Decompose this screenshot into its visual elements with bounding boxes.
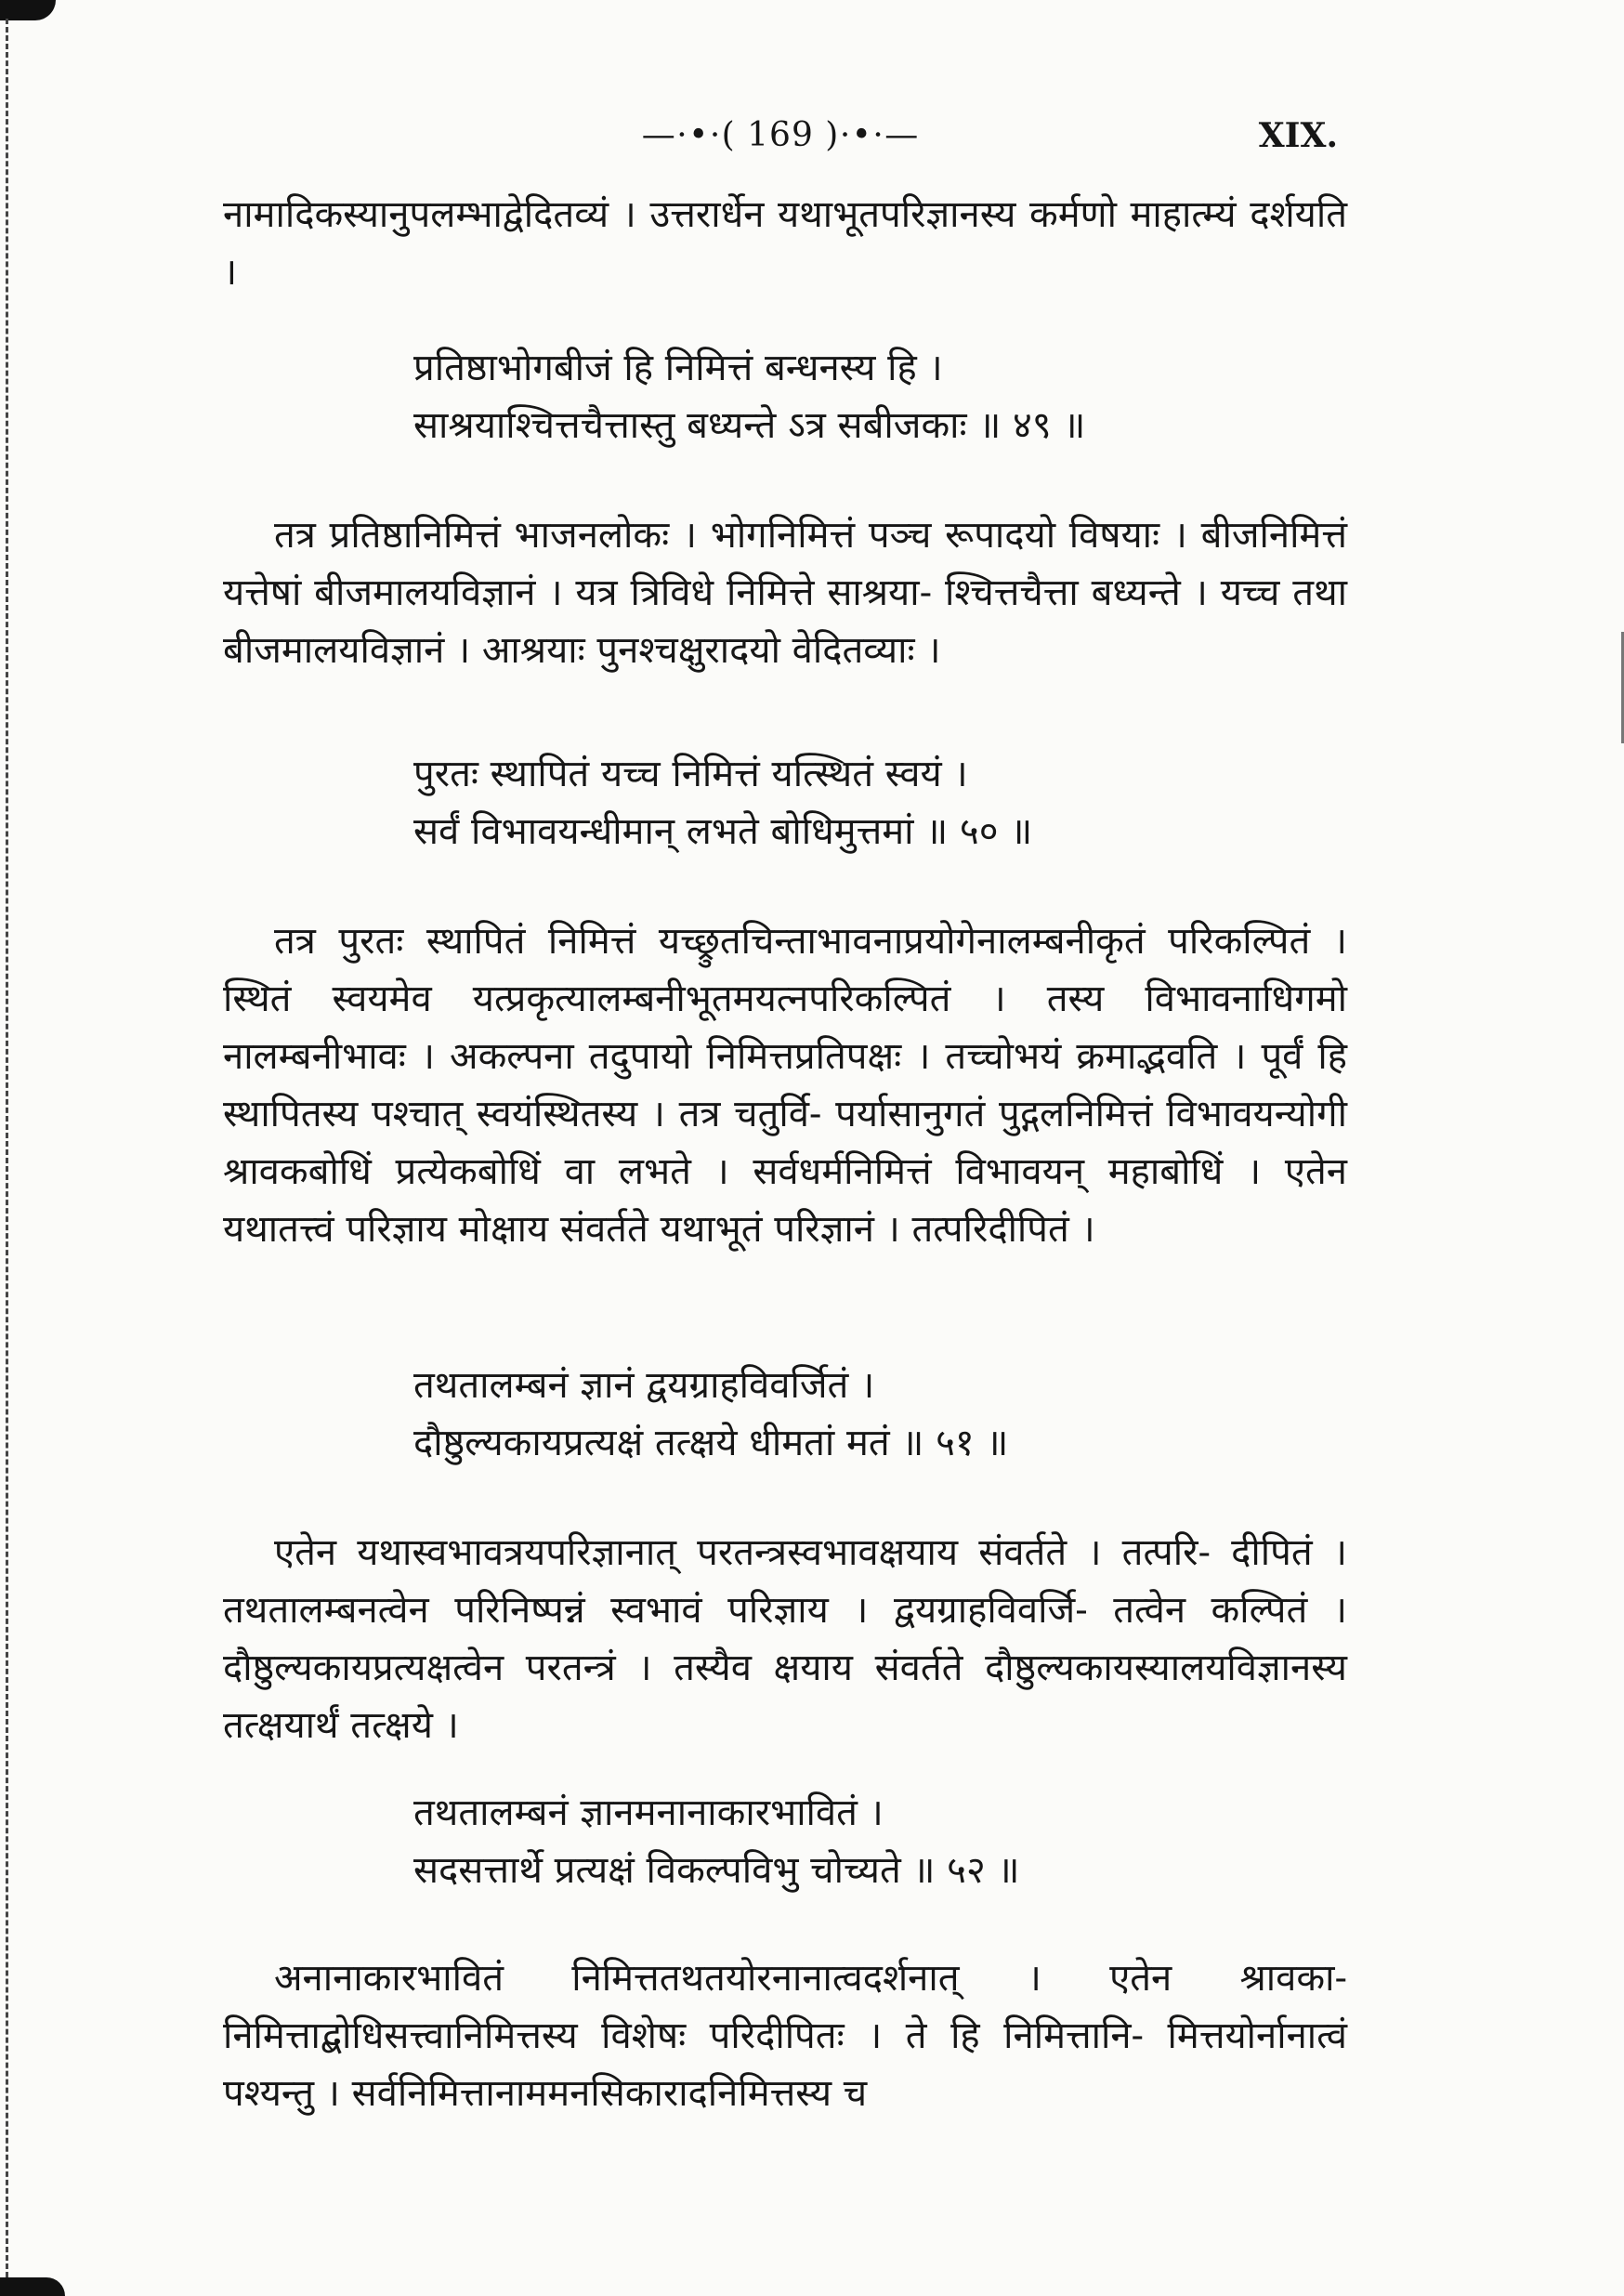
paragraph-text: एतेन यथास्वभावत्रयपरिज्ञानात् परतन्त्रस्वभावक्षयाय संवर्तते । तत्परि- दीपितं । तथतालम्बनत्वेन परिनिष्पन्नं स्वभावं परिज्ञाय । द्वयग्राहविवर्जि- तत्वेन कल्पितं । दौष्ठुल्यकायप्रत्यक्षत्वेन परतन्त्रं । तस्यैव क्षयाय संवर्तते दौष्ठुल्यकायस्यालयविज्ञानस्य तत्क्षयार्थं तत्क्षये । <box>223 1531 1347 1747</box>
verse-line: प्रतिष्ठाभोगबीजं हि निमित्तं बन्धनस्य हि । <box>413 347 943 389</box>
verse-line: तथतालम्बनं ज्ञानं द्वयग्राहविवर्जितं । <box>413 1364 875 1407</box>
page-header <box>223 116 1338 163</box>
verse-line: सर्वं विभावयन्धीमान् लभते बोधिमुत्तमां ॥ ५० ॥ <box>413 810 1033 853</box>
paragraph-commentary-49 <box>223 506 1347 679</box>
paragraph-commentary-51 <box>223 1524 1347 1754</box>
verse-line: पुरतः स्थापितं यच्च निमित्तं यत्स्थितं स्वयं । <box>413 753 968 795</box>
binding-edge-marks <box>6 19 18 2277</box>
section-number: XIX. <box>1258 116 1338 155</box>
paragraph-commentary-52 <box>223 1949 1347 2122</box>
paragraph-text: नामादिकस्यानुपलम्भाद्वेदितव्यं । उत्तरार्धेन यथाभूतपरिज्ञानस्य कर्मणो माहात्म्यं दर्शयति । <box>223 193 1347 294</box>
paragraph-text: अनानाकारभावितं निमित्ततथतयोरनानात्वदर्शनात् । एतेन श्रावका- निमित्ताद्बोधिसत्त्वानिमित्तस्य विशेषः परिदीपितः । ते हि निमित्तानि- मित्तयोर्नानात्वं पश्यन्तु । सर्वनिमित्तानाममनसिकारादनिमित्तस्य च <box>223 1957 1347 2115</box>
verse-line: साश्रयाश्चित्तचैत्तास्तु बध्यन्ते ऽत्र सबीजकाः ॥ ४९ ॥ <box>413 404 1086 447</box>
verse-52 <box>413 1784 1019 1899</box>
verse-line: सदसत्तार्थे प्रत्यक्षं विकल्पविभु चोच्यते ॥ ५२ ॥ <box>413 1849 1020 1892</box>
ink-blot-bottom <box>0 2277 65 2296</box>
verse-line: दौष्ठुल्यकायप्रत्यक्षं तत्क्षये धीमतां मतं ॥ ५१ ॥ <box>413 1422 1009 1464</box>
paragraph-commentary-50 <box>223 912 1347 1258</box>
verse-line: तथतालम्बनं ज्ञानमनानाकारभावितं । <box>413 1791 884 1834</box>
paragraph-intro <box>223 186 1347 301</box>
verse-50 <box>413 745 1032 860</box>
page-number: —⋅•⋅( 169 )⋅•⋅— <box>641 116 920 154</box>
paragraph-text: तत्र प्रतिष्ठानिमित्तं भाजनलोकः । भोगनिमित्तं पञ्च रूपादयो विषयाः । बीजनिमित्तं यत्तेषां बीजमालयविज्ञानं । यत्र त्रिविधे निमित्ते साश्रया- श्चित्तचैत्ता बध्यन्ते । यच्च तथा बीजमालयविज्ञानं । आश्रयाः पुनश्चक्षुरादयो वेदितव्याः । <box>223 514 1347 672</box>
verse-49 <box>413 339 1085 454</box>
verse-51 <box>413 1357 1008 1472</box>
paragraph-text: तत्र पुरतः स्थापितं निमित्तं यच्छ्रुतचिन्ताभावनाप्रयोगेनालम्बनीकृतं परिकल्पितं । स्थितं स्वयमेव यत्प्रकृत्यालम्बनीभूतमयत्नपरिकल्पितं । तस्य विभावनाधिगमो नालम्बनीभावः । अकल्पना तदुपायो निमित्तप्रतिपक्षः । तच्चोभयं क्रमाद्भवति । पूर्वं हि स्थापितस्य पश्चात् स्वयंस्थितस्य । तत्र चतुर्वि- पर्यासानुगतं पुद्गलनिमित्तं विभावयन्योगी श्रावकबोधिं प्रत्येकबोधिं वा लभते । सर्वधर्मनिमित्तं विभावयन् महाबोधिं । एतेन यथातत्त्वं परिज्ञाय मोक्षाय संवर्तते यथाभूतं परिज्ञानं । तत्परिदीपितं । <box>223 920 1347 1251</box>
ink-blot-top <box>0 0 56 20</box>
